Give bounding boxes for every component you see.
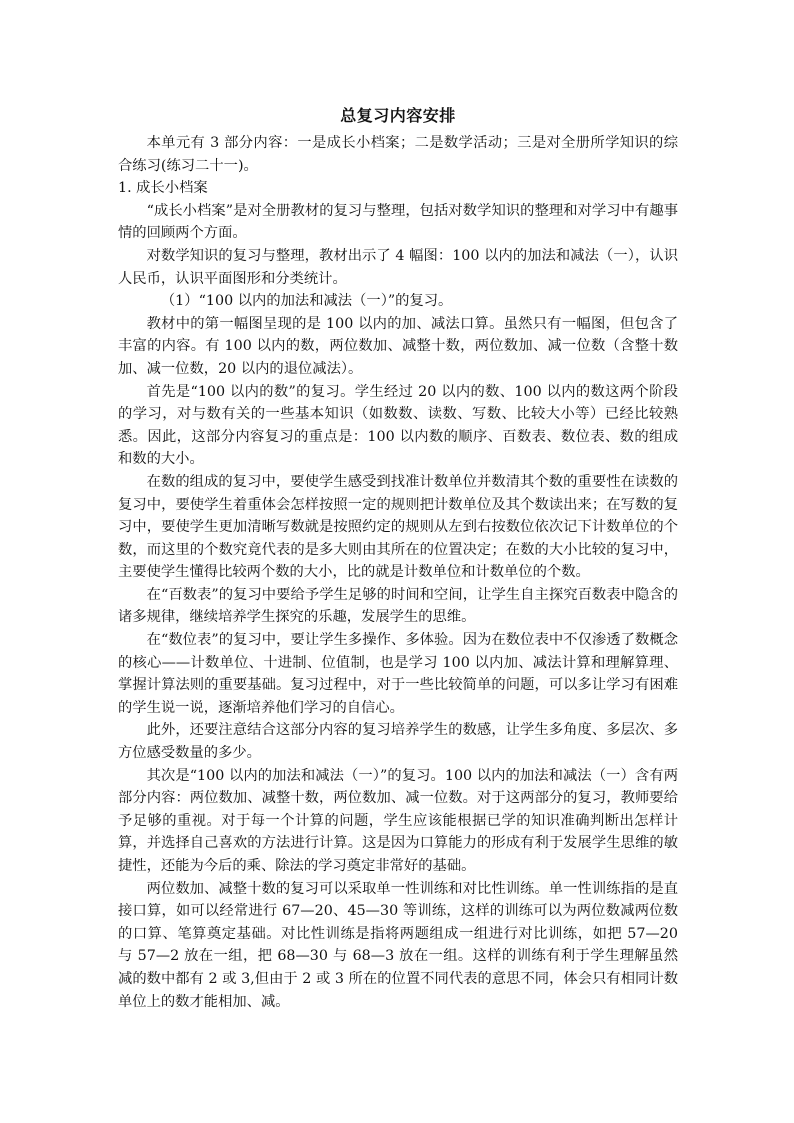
- paragraph-numbers-within-100: 首先是“100 以内的数”的复习。学生经过 20 以内的数、100 以内的数这两个阶段的学习，对与数有关的一些基本知识（如数数、读数、写数、比较大小等）已经比较熟悉。因此，这部分内容复习的重点是：100 以内数的顺序、百数表、数位表、数的组成和数的大小。: [118, 383, 678, 468]
- paragraph-number-composition: 在数的组成的复习中，要使学生感受到找准计数单位并数清其个数的重要性在读数的复习中，要使学生着重体会怎样按照一定的规则把计数单位及其个数读出来；在写数的复习中，要使学生更加清晰写数就是按照约定的规则从左到右按数位依次记下计数单位的个数，而这里的个数究竟代表的是多大则由其所在的位置决定；在数的大小比较的复习中，主要使学生懂得比较两个数的大小，比的就是计数单位和计数单位的个数。: [118, 473, 678, 581]
- paragraph-first-picture: 教材中的第一幅图呈现的是 100 以内的加、减法口算。虽然只有一幅图，但包含了丰富的内容。有 100 以内的数，两位数加、减整十数，两位数加、减一位数（含整十数加、减一位数，20 以内的退位减法）。: [118, 315, 678, 377]
- paragraph-addition-subtraction-review: 其次是“100 以内的加法和减法（一）”的复习。100 以内的加法和减法（一）含有两部分内容：两位数加、减整十数，两位数加、减一位数。对于这两部分的复习，教师要给予足够的重视。对于每一个计算的问题，学生应该能根据已学的知识准确判断出怎样计算，并选择自己喜欢的方法进行计算。这是因为口算能力的形成有利于发展学生思维的敏捷性，还能为今后的乘、除法的学习奠定非常好的基础。: [118, 767, 678, 874]
- paragraph-intro: 本单元有 3 部分内容：一是成长小档案；二是数学活动；三是对全册所学知识的综合练习(练习二十一)。: [118, 135, 678, 174]
- paragraph-hundred-chart: 在“百数表”的复习中要给予学生足够的时间和空间，让学生自主探究百数表中隐含的诸多规律，继续培养学生探究的乐趣，发展学生的思维。: [118, 586, 678, 626]
- paragraph-growth-file: “成长小档案”是对全册教材的复习与整理，包括对数学知识的整理和对学习中有趣事情的回顾两个方面。: [118, 202, 678, 242]
- document-page: [118, 98, 678, 1013]
- paragraph-four-pictures: 对数学知识的复习与整理，教材出示了 4 幅图：100 以内的加法和减法（一），认识人民币，认识平面图形和分类统计。: [118, 247, 678, 287]
- subsection-heading-addition-subtraction: （1）“100 以内的加法和减法（一）”的复习。: [160, 293, 453, 310]
- section-heading-growth-file: 1. 成长小档案: [118, 180, 208, 197]
- paragraph-number-sense: 此外，还要注意结合这部分内容的复习培养学生的数感，让学生多角度、多层次、多方位感受数量的多少。: [118, 722, 678, 762]
- document-title: 总复习内容安排: [340, 106, 456, 125]
- paragraph-place-value-chart: 在“数位表”的复习中，要让学生多操作、多体验。因为在数位表中不仅渗透了数概念的核心——计数单位、十进制、位值制，也是学习 100 以内加、减法计算和理解算理、掌握计算法则的重要基础。复习过程中，对于一些比较简单的问题，可以多让学习有困难的学生说一说，逐渐培养他们学习的自信心。: [118, 632, 678, 716]
- paragraph-training-methods: 两位数加、减整十数的复习可以采取单一性训练和对比性训练。单一性训练指的是直接口算，如可以经常进行 67—20、45—30 等训练，这样的训练可以为两位数减两位数的口算、笔算奠定基础。对比性训练是指将两题组成一组进行对比训练，如把 57—20 与 57—2 放在一组，把 68—30 与 68—3 放在一组。这样的训练有利于学生理解虽然减的数中都有 2 或 3,但由于 2 或 3 所在的位置不同代表的意思不同，体会只有相同计数单位上的数才能相加、减。: [118, 880, 678, 1010]
